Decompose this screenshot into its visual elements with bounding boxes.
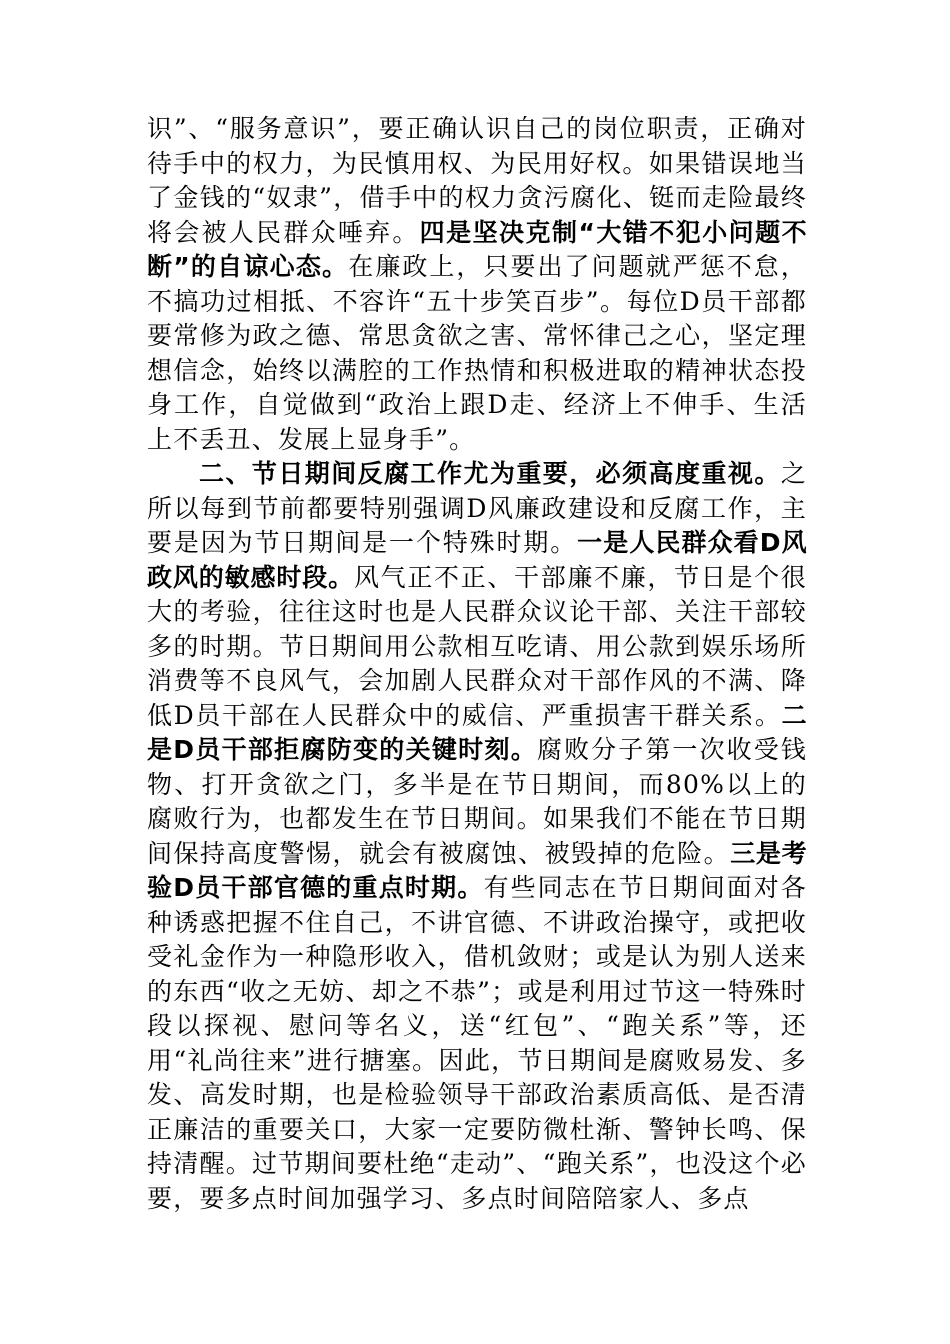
- paragraph-2-text-3: 腐败分子第一次收受钱物、打开贪欲之门，多半是在节日期间，而80%以上的腐败行为，也都发生在节日期间。如果我们不能在节日期间保持高度警惕，就会有被腐蚀、被毁掉的危险。: [147, 735, 807, 868]
- paragraph-1-text-1: 识”、“服务意识”，要正确认识自己的岗位职责，正确对待手中的权力，为民慎用权、为民用好权。如果错误地当了金钱的“奴隶”，借手中的权力贪污腐化、铤而走险最终将会被人民群众唾弃。: [147, 114, 807, 247]
- point-one-heading: 一是人民群众看D风政风的敏感时段。: [147, 528, 808, 592]
- point-three-heading: 三是考验D员干部官德的重点时期。: [147, 838, 808, 902]
- point-two-heading: 二是D员干部拒腐防变的关键时刻。: [147, 700, 807, 764]
- paragraph-2-text-4: 有些同志在节日期间面对各种诱惑把握不住自己，不讲官德、不讲政治操守，或把收受礼金作为一种隐形收入，借机敛财；或是认为别人送来的东西“收之无妨、却之不恭”；或是利用过节这一特殊时段以探视、慰问等名义，送“红包”、“跑关系”等，还用“礼尚往来”进行搪塞。因此，节日期间是腐败易发、多发、高发时期，也是检验领导干部政治素质高低、是否清正廉洁的重要关口，大家一定要防微杜渐、警钟长鸣、保持清醒。过节期间要杜绝“走动”、“跑关系”，也没这个必要，要多点时间加强学习、多点时间陪陪家人、多点: [147, 873, 807, 1213]
- paragraph-1-bold-heading: 四是坚决克制“大错不犯小问题不断”的自谅心态。: [147, 217, 807, 281]
- paragraph-1-text-2: 在廉政上，只要出了问题就严惩不怠，不搞功过相抵、不容许“五十步笑百步”。每位D员干部都要常修为政之德、常思贪欲之害、常怀律己之心，坚定理想信念，始终以满腔的工作热情和积极进取的精神状态投身工作，自觉做到“政治上跟D走、经济上不伸手、生活上不丢丑、发展上显身手”。: [147, 252, 808, 454]
- paragraph-2: [147, 457, 807, 1216]
- document-page: [147, 112, 807, 1216]
- paragraph-2-text-1: 之所以每到节前都要特别强调D风廉政建设和反腐工作，主要是因为节日期间是一个特殊时期。: [147, 459, 807, 557]
- section-heading-2: 二、节日期间反腐工作尤为重要，必须高度重视。: [199, 459, 781, 488]
- paragraph-1: [147, 112, 807, 457]
- paragraph-2-text-2: 风气正不正、干部廉不廉，节日是个很大的考验，往往这时也是人民群众议论干部、关注干部较多的时期。节日期间用公款相互吃请、用公款到娱乐场所消费等不良风气，会加剧人民群众对干部作风的不满、降低D员干部在人民群众中的威信、严重损害干群关系。: [147, 562, 807, 730]
